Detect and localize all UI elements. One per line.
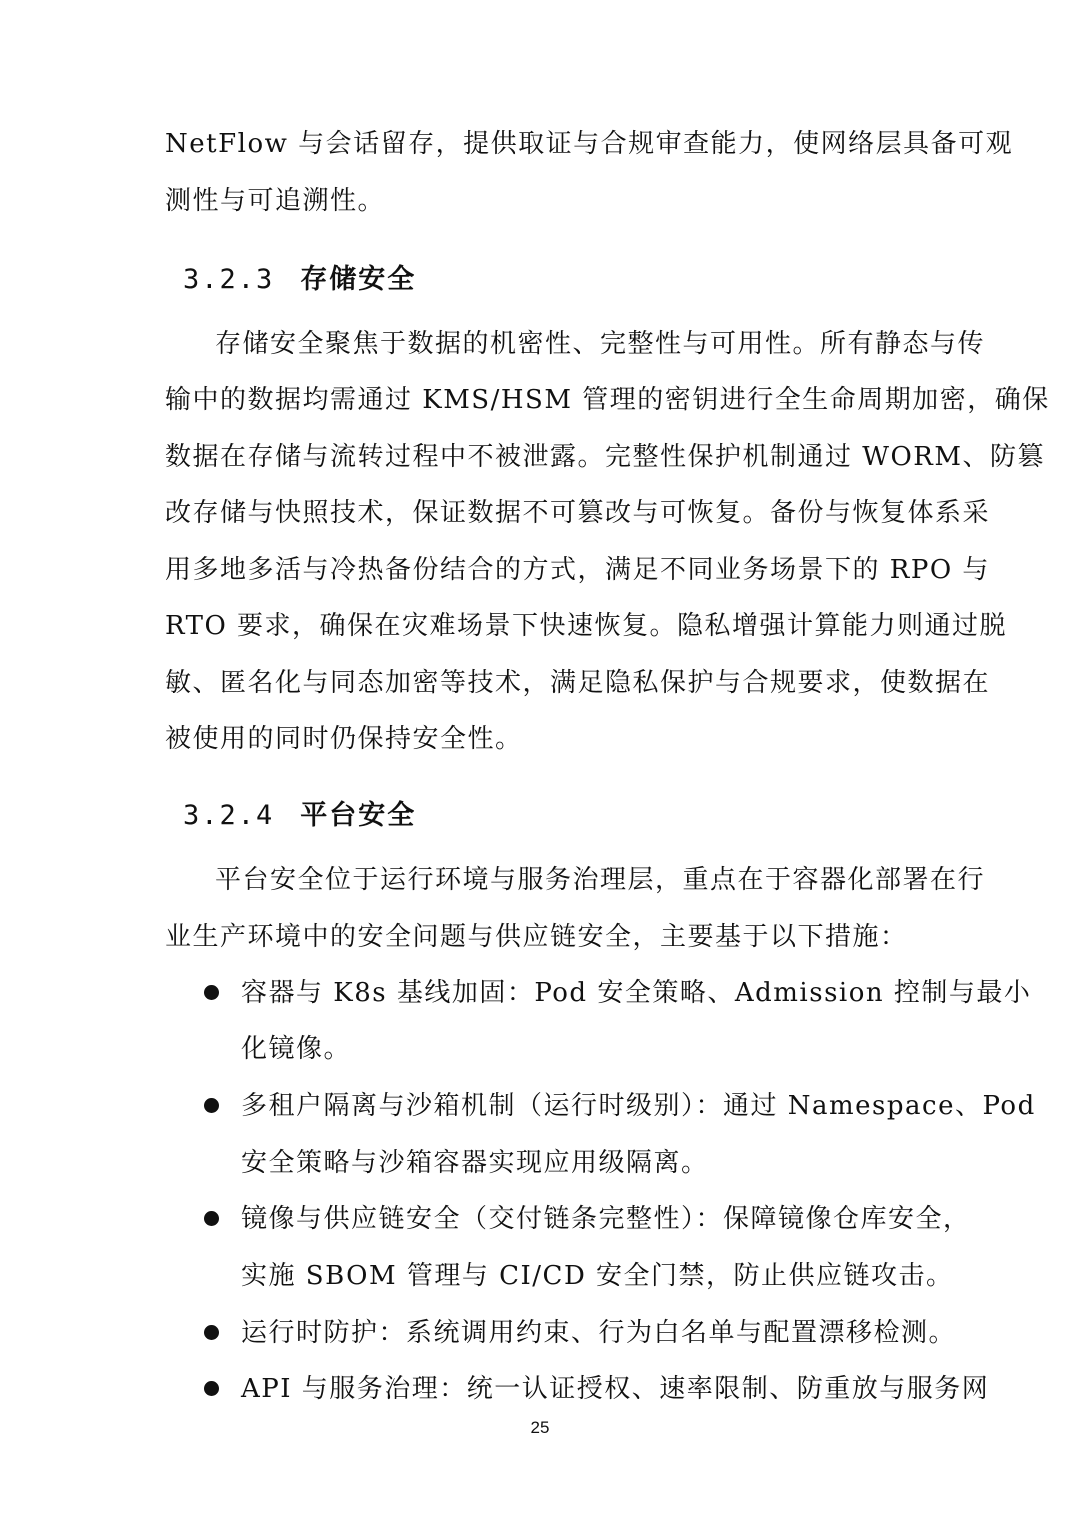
body-text-line: 数据在存储与流转过程中不被泄露。完整性保护机制通过 WORM、防篡 [165,442,1046,472]
body-text-line: RTO 要求，确保在灾难场景下快速恢复。隐私增强计算能力则通过脱 [165,611,1008,641]
section-title: 平台安全 [300,800,417,831]
body-text-line: 平台安全位于运行环境与服务治理层，重点在于容器化部署在行 [215,865,986,895]
section-heading-3-2-4 [183,798,416,834]
bullet-dot-icon [204,1325,219,1340]
body-text-line: 用多地多活与冷热备份结合的方式，满足不同业务场景下的 RPO 与 [165,555,990,585]
body-text-line: 业生产环境中的安全问题与供应链安全，主要基于以下措施： [165,922,908,952]
body-text-line: 改存储与快照技术，保证数据不可篡改与可恢复。备份与恢复体系采 [165,498,991,528]
section-number: 3.2.4 [183,800,275,831]
body-text-line: 输中的数据均需通过 KMS/HSM 管理的密钥进行全生命周期加密，确保 [165,385,1050,415]
body-text-line: 被使用的同时仍保持安全性。 [165,724,523,754]
page-number: 25 [530,1418,550,1437]
section-title: 存储安全 [300,264,417,295]
body-text-line: 敏、匿名化与同态加密等技术，满足隐私保护与合规要求，使数据在 [165,668,991,698]
bullet-dot-icon [204,1211,219,1226]
section-number: 3.2.3 [183,264,275,295]
section-heading-3-2-3 [183,262,416,298]
bullet-dot-icon [204,985,219,1000]
bullet-dot-icon [204,1381,219,1396]
bullet-item-line: 容器与 K8s 基线加固：Pod 安全策略、Admission 控制与最小 [241,978,1032,1008]
bullet-item-line: 运行时防护：系统调用约束、行为白名单与配置漂移检测。 [241,1318,957,1348]
body-text-line: 测性与可追溯性。 [165,186,386,216]
body-text-line: NetFlow 与会话留存，提供取证与合规审查能力，使网络层具备可观 [165,129,1014,159]
bullet-item-line: 多租户隔离与沙箱机制（运行时级别）：通过 Namespace、Pod [241,1091,1036,1121]
bullet-dot-icon [204,1098,219,1113]
bullet-item-line: 安全策略与沙箱容器实现应用级隔离。 [241,1148,709,1178]
bullet-item-line: 化镜像。 [241,1034,352,1064]
body-text-line: 存储安全聚焦于数据的机密性、完整性与可用性。所有静态与传 [215,329,986,359]
bullet-item-line: 实施 SBOM 管理与 CI/CD 安全门禁，防止供应链攻击。 [241,1261,954,1291]
bullet-item-line: 镜像与供应链安全（交付链条完整性）：保障镜像仓库安全， [241,1204,971,1234]
bullet-item-line: API 与服务治理：统一认证授权、速率限制、防重放与服务网 [241,1374,990,1404]
